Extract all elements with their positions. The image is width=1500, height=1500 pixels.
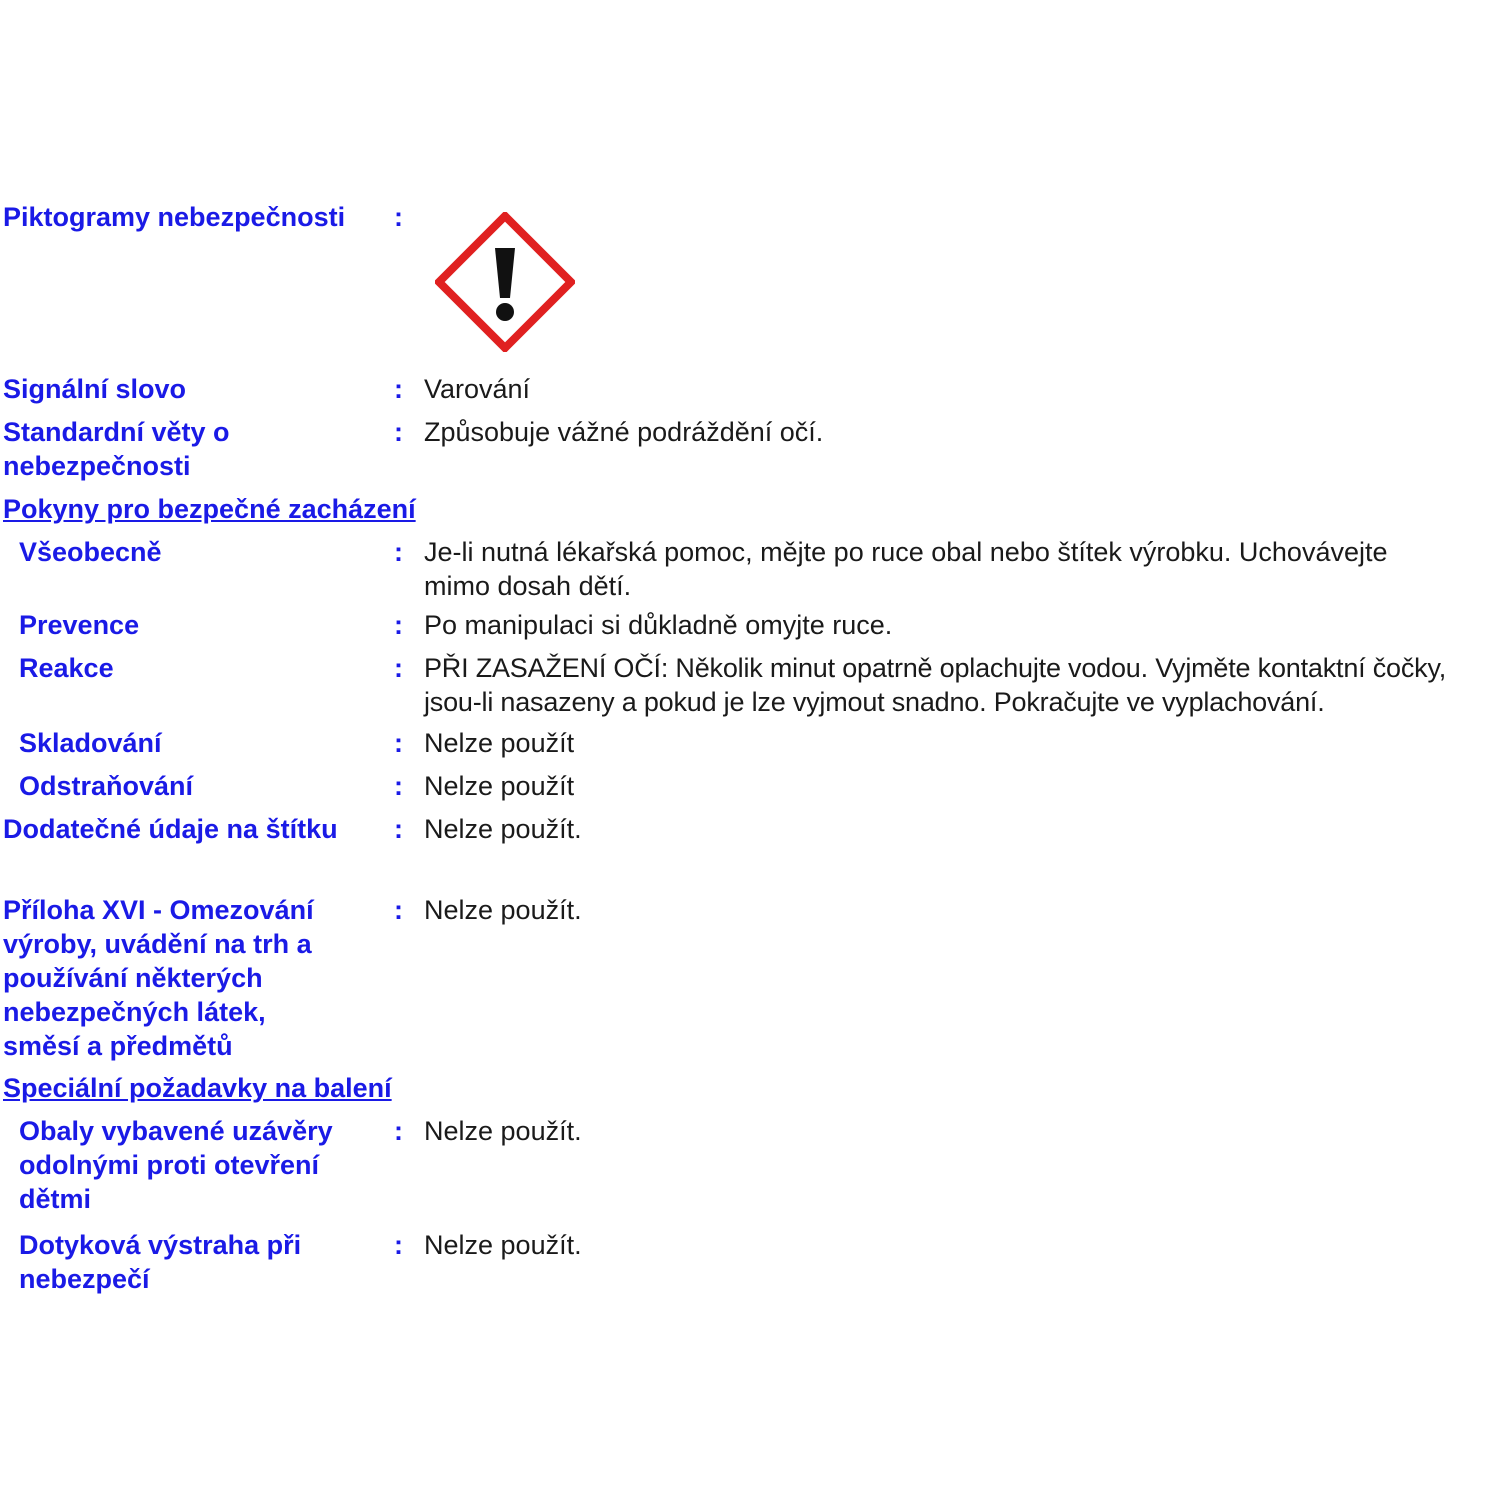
supplemental-colon: : — [394, 814, 403, 844]
signal-word-label: Signální slovo — [3, 374, 187, 404]
disposal-colon: : — [394, 771, 403, 801]
general-colon: : — [394, 537, 403, 567]
exclamation-mark-warning-icon — [435, 212, 575, 352]
pictograms-label: Piktogramy nebezpečnosti — [3, 202, 346, 232]
response-label: Reakce — [19, 653, 114, 683]
child-resistant-label: Obaly vybavené uzávěry odolnými proti otevření dětmi — [19, 1116, 333, 1214]
tactile-warning-value: Nelze použít. — [424, 1230, 582, 1260]
hazard-statements-value: Způsobuje vážné podráždění očí. — [424, 417, 824, 447]
hazard-statements-colon: : — [394, 417, 403, 447]
prevention-label: Prevence — [19, 610, 140, 640]
tactile-warning-label: Dotyková výstraha při nebezpečí — [19, 1230, 302, 1294]
supplemental-label: Dodatečné údaje na štítku — [3, 814, 338, 844]
child-resistant-value: Nelze použít. — [424, 1116, 582, 1146]
response-value: PŘI ZASAŽENÍ OČÍ: Několik minut opatrně oplachujte vodou. Vyjměte kontaktní čočky, jsou-li nasazeny a pokud je lze vyjmout snadno. Pokračujte ve vyplachování. — [424, 653, 1447, 717]
storage-value: Nelze použít — [424, 728, 575, 758]
annex-xvi-label: Příloha XVI - Omezování výroby, uvádění na trh a používání některých nebezpečných látek, směsí a předmětů — [3, 895, 314, 1061]
response-colon: : — [394, 653, 403, 683]
general-value: Je-li nutná lékařská pomoc, mějte po ruce obal nebo štítek výrobku. Uchovávejte mimo dosah dětí. — [424, 537, 1388, 601]
storage-colon: : — [394, 728, 403, 758]
supplemental-value: Nelze použít. — [424, 814, 582, 844]
precautionary-heading: Pokyny pro bezpečné zacházení — [3, 494, 416, 524]
disposal-label: Odstraňování — [19, 771, 194, 801]
prevention-colon: : — [394, 610, 403, 640]
tactile-warning-colon: : — [394, 1230, 403, 1260]
storage-label: Skladování — [19, 728, 162, 758]
pictograms-colon: : — [394, 202, 403, 232]
prevention-value: Po manipulaci si důkladně omyjte ruce. — [424, 610, 893, 640]
child-resistant-colon: : — [394, 1116, 403, 1146]
annex-xvi-colon: : — [394, 895, 403, 925]
packaging-heading: Speciální požadavky na balení — [3, 1073, 392, 1103]
signal-word-value: Varování — [424, 374, 531, 404]
signal-word-colon: : — [394, 374, 403, 404]
annex-xvi-value: Nelze použít. — [424, 895, 582, 925]
general-label: Všeobecně — [19, 537, 162, 567]
disposal-value: Nelze použít — [424, 771, 575, 801]
hazard-statements-label: Standardní věty o nebezpečnosti — [3, 417, 230, 481]
